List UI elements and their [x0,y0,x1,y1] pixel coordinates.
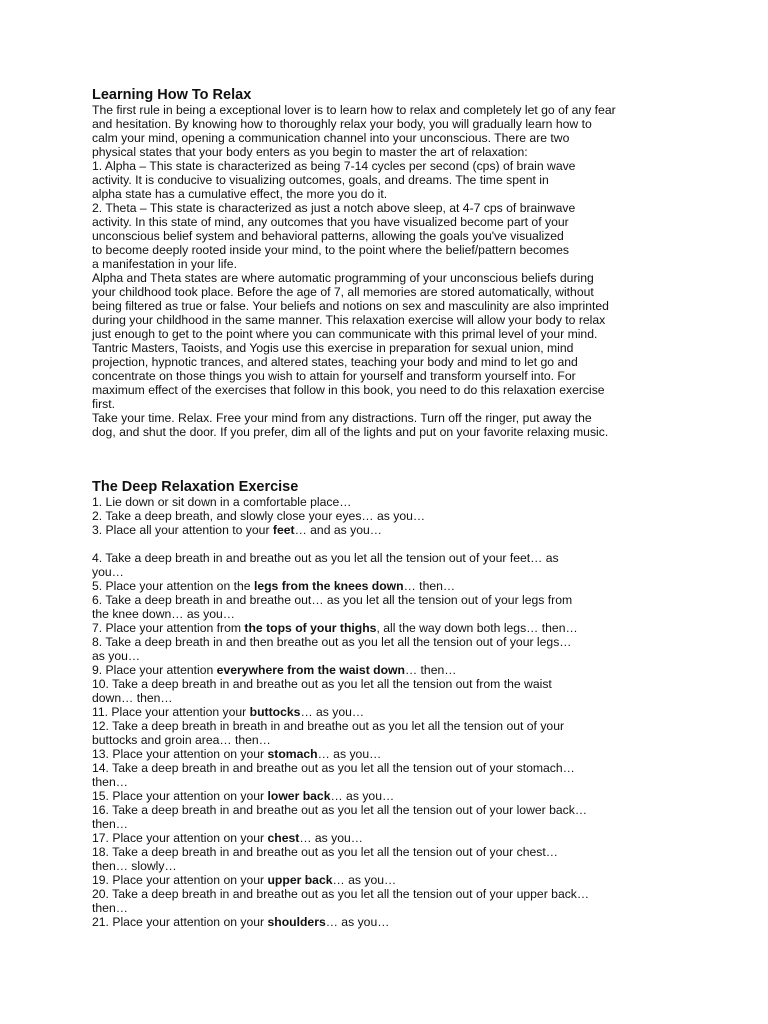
step-text-tail: … as you… [299,831,363,845]
step-text: 21. Place your attention on your [92,915,268,929]
paragraph-line: Tantric Masters, Taoists, and Yogis use this exercise in preparation for sexual union, mind [92,341,574,355]
section-body-learning-how-to-relax [92,103,652,439]
paragraph-line: first. [92,397,116,411]
exercise-step-line [92,495,652,509]
step-text: then… [92,775,128,789]
step-text: you… [92,565,124,579]
exercise-step-line [92,789,652,803]
paragraph-line: projection, hypnotic trances, and altered states, teaching your body and mind to let go and [92,355,578,369]
exercise-step-line [92,705,652,719]
exercise-step-line [92,845,652,859]
step-text: 6. Take a deep breath in and breathe out… as you let all the tension out of your legs from [92,593,573,607]
step-text: buttocks and groin area… then… [92,733,271,747]
paragraph-line: activity. In this state of mind, any outcomes that you have visualized become part of your [92,215,569,229]
exercise-step-line [92,719,652,733]
paragraph-line: calm your mind, opening a communication channel into your unconscious. There are two [92,131,570,145]
exercise-step-line [92,831,652,845]
step-emphasis: stomach [267,747,318,761]
exercise-step-line [92,915,652,929]
step-text: 12. Take a deep breath in breath in and breathe out as you let all the tension out of your [92,719,565,733]
exercise-step-line [92,873,652,887]
step-emphasis: buttocks [249,705,301,719]
exercise-step-line [92,607,652,621]
exercise-step-line [92,817,652,831]
exercise-step-line [92,761,652,775]
step-text: then… [92,817,128,831]
paragraph-line: your childhood took place. Before the age of 7, all memories are stored automatically, without [92,285,594,299]
step-text: 15. Place your attention on your [92,789,268,803]
step-text: 17. Place your attention on your [92,831,268,845]
exercise-step-line [92,663,652,677]
exercise-step-line [92,803,652,817]
step-text-tail: … and as you… [294,523,382,537]
paragraph-line: concentrate on those things you wish to attain for yourself and transform yourself into. For [92,369,576,383]
blank-line [92,537,652,551]
step-text-tail: … as you… [325,915,390,929]
step-text: 2. Take a deep breath, and slowly close your eyes… as you… [92,509,426,523]
paragraph-line: 1. Alpha – This state is characterized as being 7-14 cycles per second (cps) of brain wave [92,159,576,173]
step-emphasis: the tops of your thighs [244,621,377,635]
step-text-tail: … as you… [330,789,395,803]
paragraph-line: physical states that your body enters as you begin to master the art of relaxation: [92,145,528,159]
step-emphasis: chest [267,831,300,845]
paragraph-line: just enough to get to the point where you can communicate with this primal level of your mind. [92,327,598,341]
step-text: 11. Place your attention your [92,705,250,719]
paragraph-line: and hesitation. By knowing how to thoroughly relax your body, you will gradually learn how to [92,117,592,131]
exercise-step-line [92,649,652,663]
paragraph-line: during your childhood in the same manner. This relaxation exercise will allow your body to relax [92,313,606,327]
step-text: 3. Place all your attention to your [92,523,273,537]
exercise-step-line [92,901,652,915]
exercise-step-line [92,859,652,873]
exercise-step-line [92,565,652,579]
step-emphasis: upper back [267,873,333,887]
document-page [92,87,652,929]
paragraph-line: Take your time. Relax. Free your mind from any distractions. Turn off the ringer, put away the [92,411,592,425]
step-text-tail: … then… [404,663,457,677]
exercise-step-line [92,747,652,761]
step-text: 19. Place your attention on your [92,873,268,887]
step-emphasis: lower back [267,789,331,803]
exercise-steps-list [92,495,652,929]
exercise-step-line [92,509,652,523]
step-text: then… slowly… [92,859,177,873]
exercise-step-line [92,635,652,649]
step-text-tail: , all the way down both legs… then… [376,621,578,635]
paragraph-line: dog, and shut the door. If you prefer, dim all of the lights and put on your favorite relaxing music. [92,425,609,439]
step-text: 20. Take a deep breath in and breathe out as you let all the tension out of your upper back… [92,887,590,901]
exercise-step-line [92,677,652,691]
exercise-step-line [92,579,652,593]
exercise-step-line [92,775,652,789]
exercise-step-line [92,621,652,635]
step-emphasis: legs from the knees down [253,579,404,593]
step-text: 8. Take a deep breath in and then breathe out as you let all the tension out of your legs… [92,635,572,649]
step-text: the knee down… as you… [92,607,235,621]
step-text-tail: … as you… [300,705,365,719]
section-title-deep-relaxation-exercise: The Deep Relaxation Exercise [92,479,299,495]
step-text: 13. Place your attention on your [92,747,268,761]
step-text-tail: … then… [403,579,456,593]
step-text-tail: … as you… [332,873,397,887]
step-text: down… then… [92,691,173,705]
paragraph-line: a manifestation in your life. [92,257,237,271]
step-text: then… [92,901,128,915]
step-text: 18. Take a deep breath in and breathe out as you let all the tension out of your chest… [92,845,558,859]
paragraph-line: to become deeply rooted inside your mind, to the point where the belief/pattern becomes [92,243,569,257]
paragraph-line: The first rule in being a exceptional lover is to learn how to relax and completely let go of any fear [92,103,616,117]
step-text: 5. Place your attention on the [92,579,254,593]
exercise-step-line [92,551,652,565]
step-text: as you… [92,649,141,663]
step-emphasis: everywhere from the waist down [216,663,405,677]
step-text: 10. Take a deep breath in and breathe out as you let all the tension out from the waist [92,677,552,691]
paragraph-line: maximum effect of the exercises that follow in this book, you need to do this relaxation exercise [92,383,605,397]
step-emphasis: shoulders [267,915,326,929]
section-spacer [92,439,652,479]
step-text: 9. Place your attention [92,663,217,677]
paragraph-line: Alpha and Theta states are where automatic programming of your unconscious beliefs during [92,271,594,285]
step-text: 14. Take a deep breath in and breathe out as you let all the tension out of your stomach… [92,761,575,775]
step-text: 16. Take a deep breath in and breathe out as you let all the tension out of your lower back… [92,803,588,817]
step-text-tail: … as you… [317,747,382,761]
step-text: 4. Take a deep breath in and breathe out as you let all the tension out of your feet… as [92,551,559,565]
exercise-step-line [92,733,652,747]
step-text: 1. Lie down or sit down in a comfortable place… [92,495,352,509]
section-title-learning-how-to-relax: Learning How To Relax [92,87,252,103]
exercise-step-line [92,593,652,607]
step-text: 7. Place your attention from [92,621,245,635]
exercise-step-line [92,887,652,901]
paragraph-line: being filtered as true or false. Your beliefs and notions on sex and masculinity are also imprinted [92,299,609,313]
step-emphasis: feet [272,523,295,537]
paragraph-line: activity. It is conducive to visualizing outcomes, goals, and dreams. The time spent in [92,173,549,187]
paragraph-line: unconscious belief system and behavioral patterns, allowing the goals you've visualized [92,229,564,243]
paragraph-line: 2. Theta – This state is characterized as just a notch above sleep, at 4-7 cps of brainwave [92,201,576,215]
exercise-step-line [92,691,652,705]
paragraph-line: alpha state has a cumulative effect, the more you do it. [92,187,388,201]
exercise-step-line [92,523,652,537]
